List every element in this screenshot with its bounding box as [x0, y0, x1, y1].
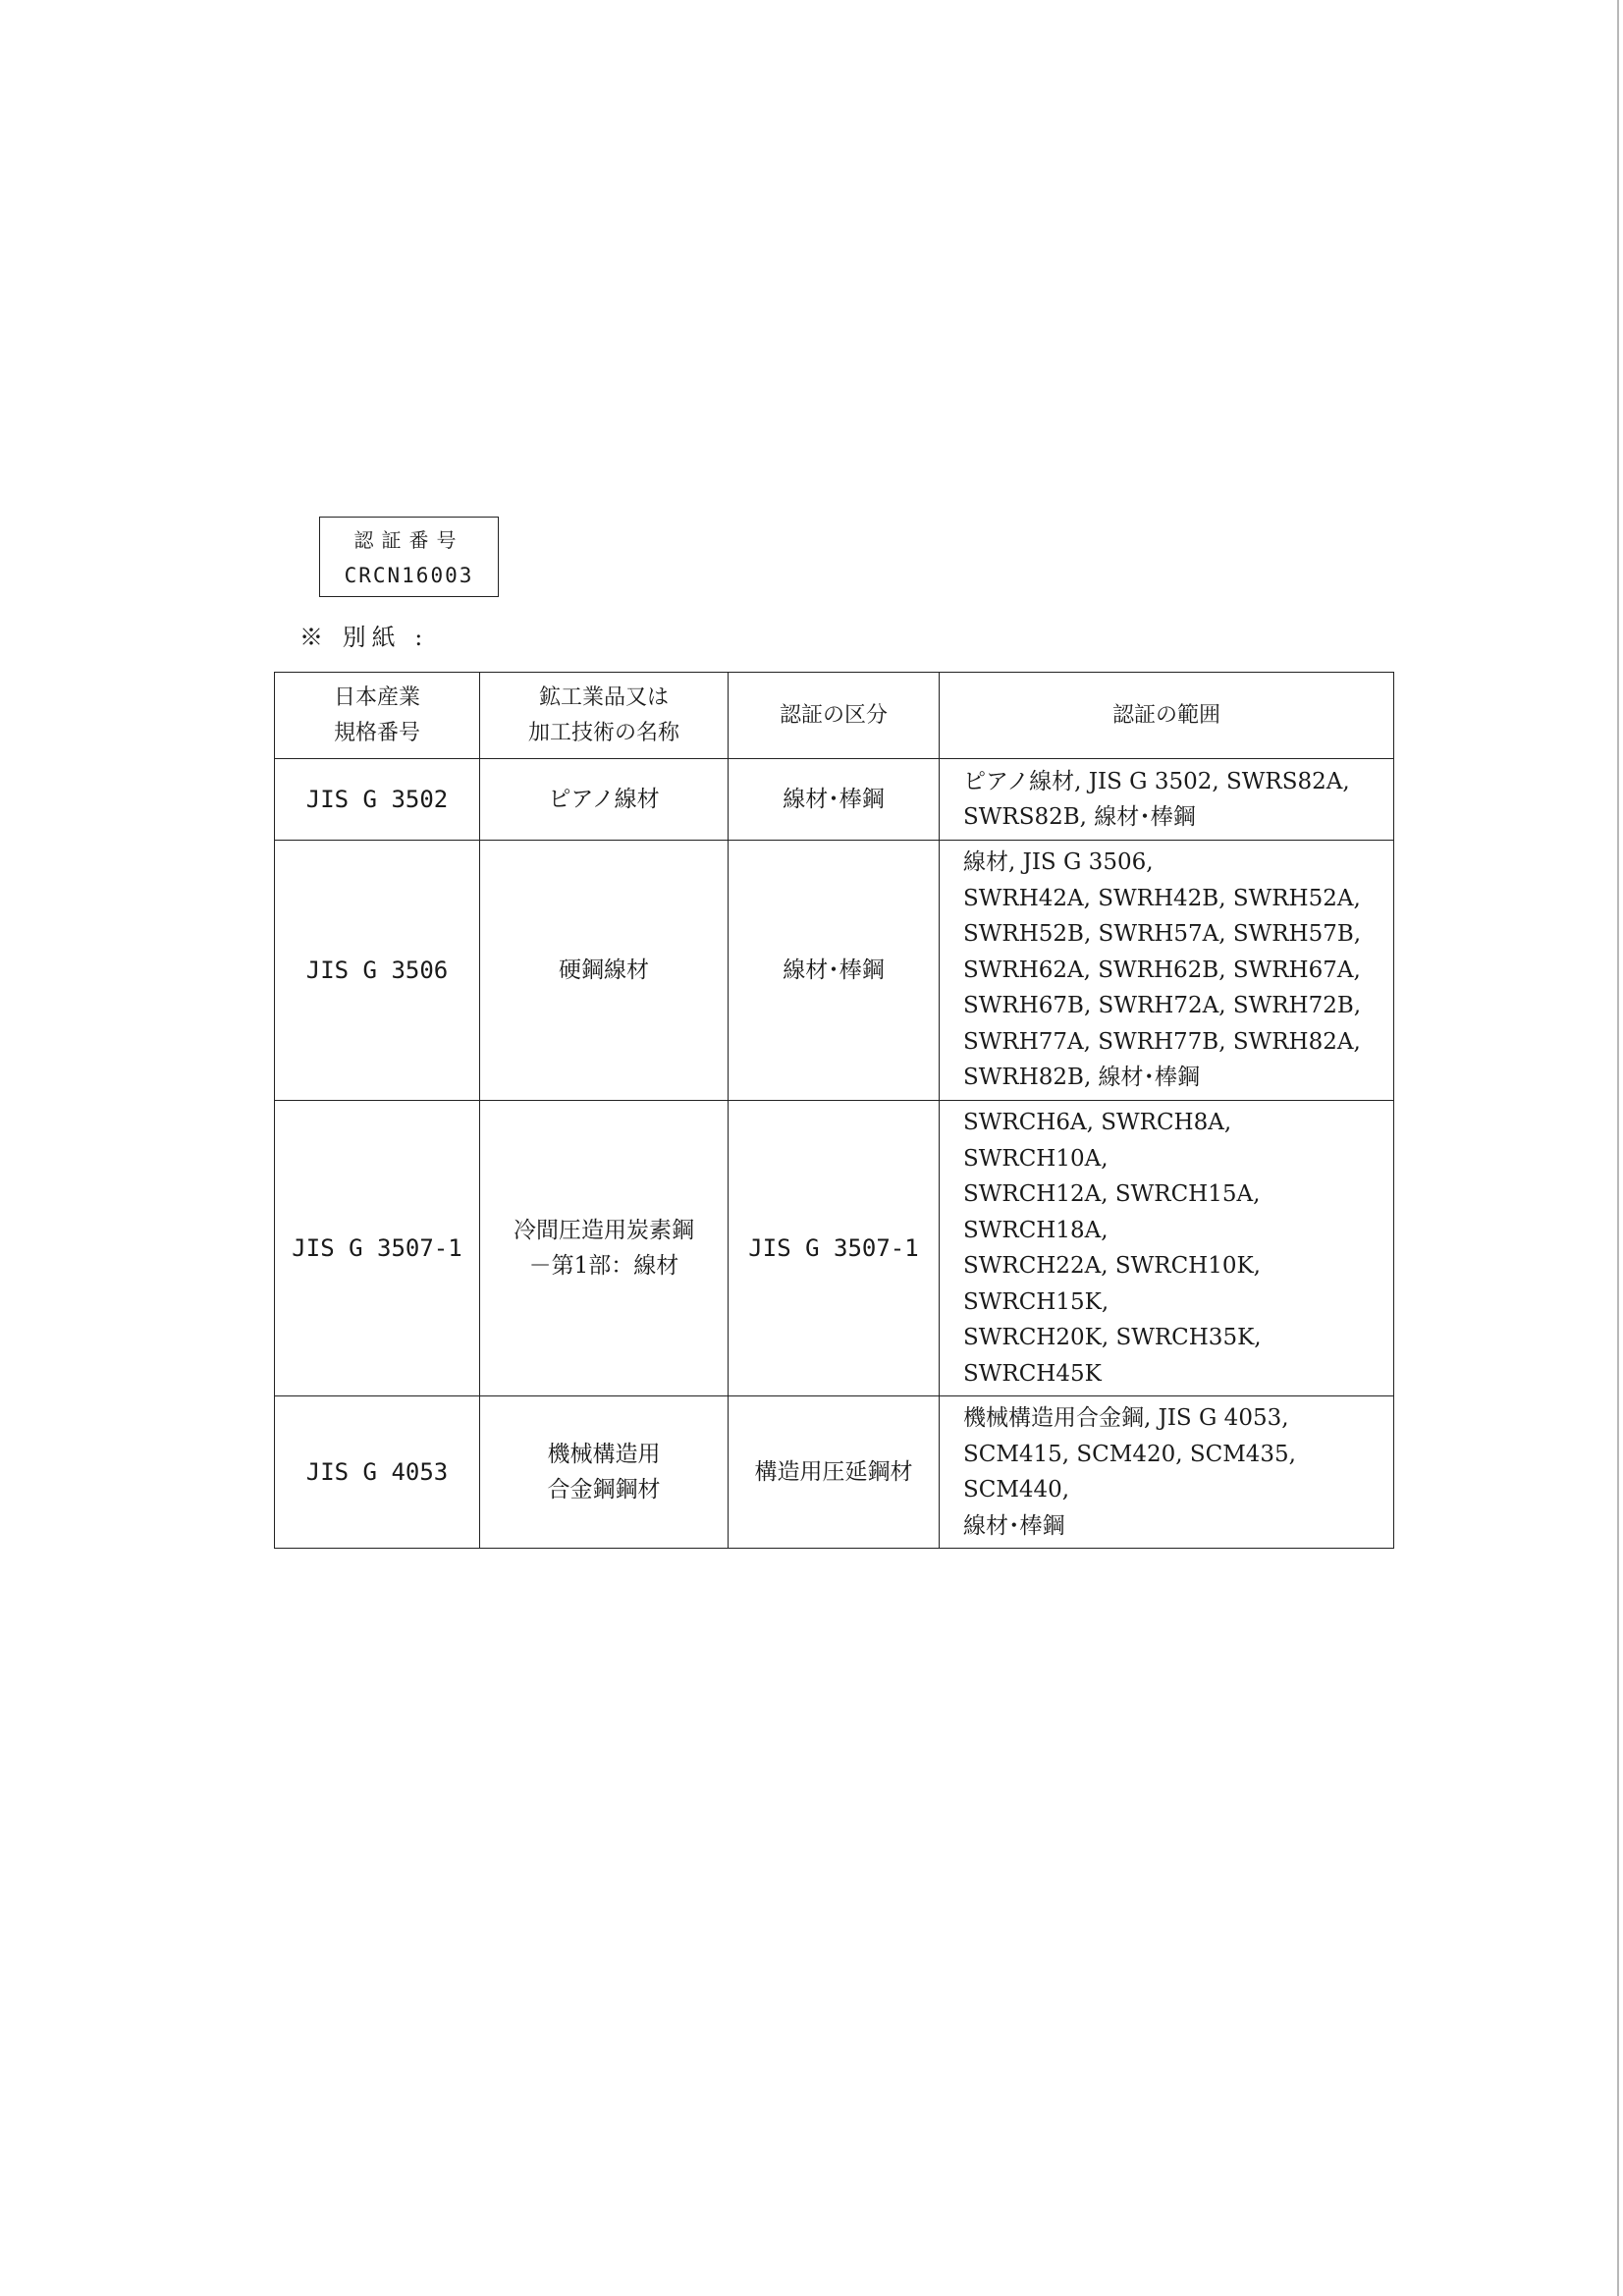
table-row — [275, 841, 1394, 1101]
table-row — [275, 1101, 1394, 1396]
cell-certification-category: 線材･棒鋼 — [729, 841, 940, 1101]
cell-standard-number: JIS G 3507-1 — [275, 1101, 480, 1396]
cell-product-name: 機械構造用 合金鋼鋼材 — [480, 1396, 729, 1549]
table-row — [275, 1396, 1394, 1549]
attachment-label: ※ 別紙 : — [299, 624, 429, 651]
header-standard-number: 日本産業 規格番号 — [275, 673, 480, 759]
cell-product-name: 硬鋼線材 — [480, 841, 729, 1101]
cell-product-name: ピアノ線材 — [480, 759, 729, 841]
cell-standard-number: JIS G 4053 — [275, 1396, 480, 1549]
certificate-number-value: CRCN16003 — [344, 564, 474, 587]
header-product-name: 鉱工業品又は 加工技術の名称 — [480, 673, 729, 759]
cell-certification-category: 構造用圧延鋼材 — [729, 1396, 940, 1549]
table-row — [275, 759, 1394, 841]
certificate-number-box — [319, 517, 499, 597]
header-certification-category: 認証の区分 — [729, 673, 940, 759]
page-edge-line — [1617, 0, 1619, 2296]
cell-certification-category: JIS G 3507-1 — [729, 1101, 940, 1396]
cell-standard-number: JIS G 3502 — [275, 759, 480, 841]
cell-certification-scope: 機械構造用合金鋼, JIS G 4053, SCM415, SCM420, SCM435, SCM440, 線材･棒鋼 — [940, 1396, 1394, 1549]
table-header-row — [275, 673, 1394, 759]
cell-product-name: 冷間圧造用炭素鋼 －第1部：線材 — [480, 1101, 729, 1396]
header-certification-scope: 認証の範囲 — [940, 673, 1394, 759]
cell-certification-scope: ピアノ線材, JIS G 3502, SWRS82A, SWRS82B, 線材･棒鋼 — [940, 759, 1394, 841]
cell-certification-category: 線材･棒鋼 — [729, 759, 940, 841]
cell-certification-scope: SWRCH6A, SWRCH8A, SWRCH10A, SWRCH12A, SWRCH15A, SWRCH18A, SWRCH22A, SWRCH10K, SWRCH15K, SWRCH20K, SWRCH35K, SWRCH45K — [940, 1101, 1394, 1396]
cell-standard-number: JIS G 3506 — [275, 841, 480, 1101]
certificate-number-label: 認証番号 — [353, 528, 464, 552]
cell-certification-scope: 線材, JIS G 3506, SWRH42A, SWRH42B, SWRH52A, SWRH52B, SWRH57A, SWRH57B, SWRH62A, SWRH62B, SWRH67A, SWRH67B, SWRH72A, SWRH72B, SWRH77A, SWRH77B, SWRH82A, SWRH82B, 線材･棒鋼 — [940, 841, 1394, 1101]
certification-scope-table — [274, 672, 1394, 1549]
